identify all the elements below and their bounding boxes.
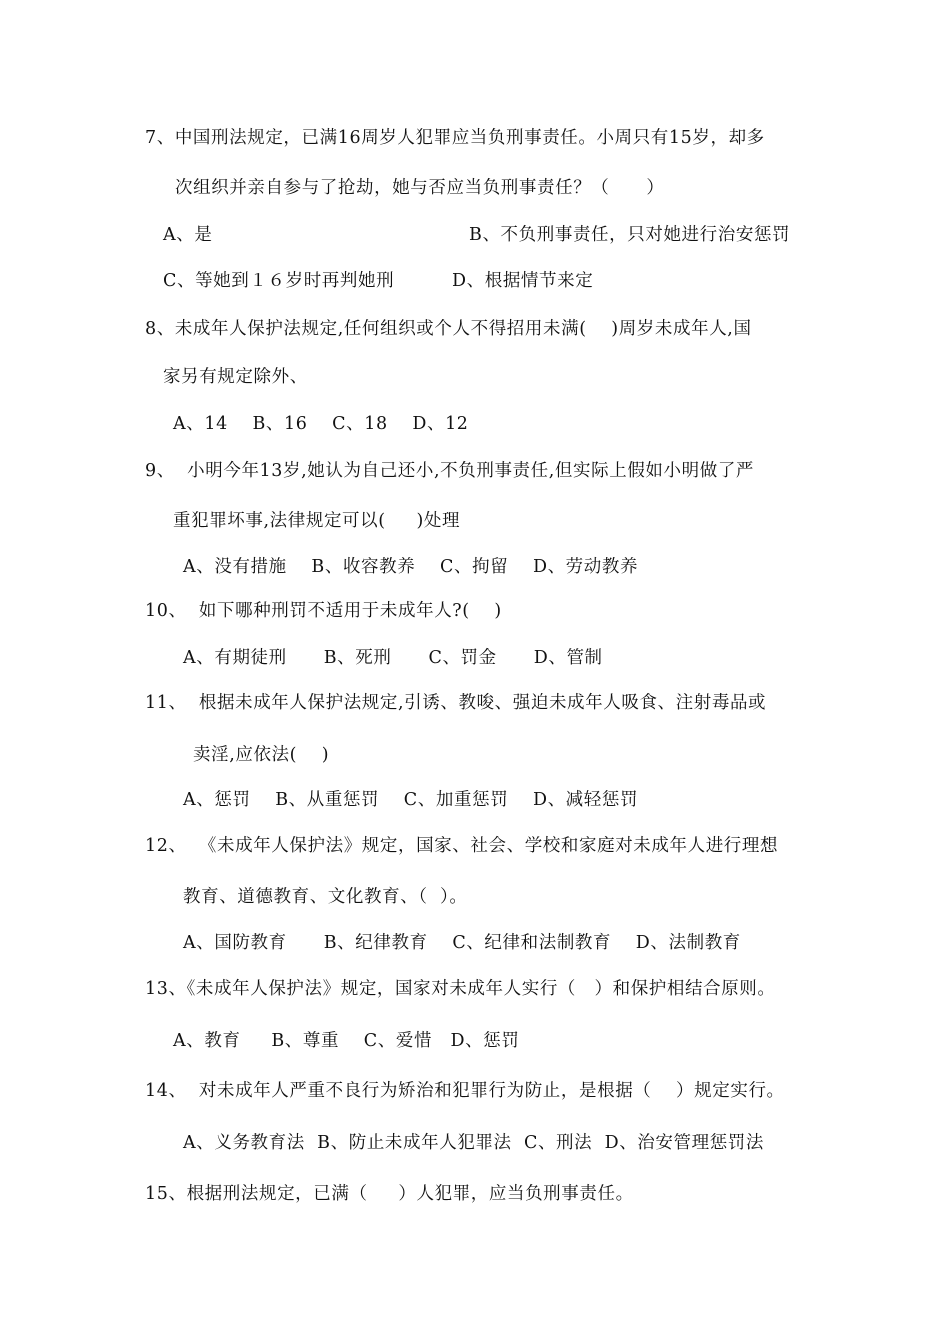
question-11-line-1: 11、 根据未成年人保护法规定,引诱、教唆、强迫未成年人吸食、注射毒品或 — [145, 693, 767, 713]
question-8-line-2: 家另有规定除外、 — [163, 367, 308, 387]
question-7-line-1: 7、中国刑法规定，已满16周岁人犯罪应当负刑事责任。小周只有15岁，却多 — [145, 128, 765, 148]
question-12-options: A、国防教育 B、纪律教育 C、纪律和法制教育 D、法制教育 — [183, 933, 741, 953]
question-9-options: A、没有措施 B、收容教养 C、拘留 D、劳动教养 — [183, 557, 639, 577]
question-7-option-b: B、不负刑事责任，只对她进行治安惩罚 — [469, 225, 791, 245]
question-12-line-1: 12、 《未成年人保护法》规定，国家、社会、学校和家庭对未成年人进行理想 — [145, 836, 779, 856]
question-10-line-1: 10、 如下哪种刑罚不适用于未成年人?( ) — [145, 601, 502, 621]
question-7-line-2: 次组织并亲自参与了抢劫，她与否应当负刑事责任？（ ） — [175, 178, 665, 198]
question-7-option-a: A、是 — [163, 225, 213, 245]
question-13-line-1: 13、《未成年人保护法》规定，国家对未成年人实行（ ）和保护相结合原则。 — [145, 979, 776, 999]
question-13-options: A、教育 B、尊重 C、爱惜 D、惩罚 — [173, 1031, 520, 1051]
question-9-line-2: 重犯罪坏事,法律规定可以( )处理 — [173, 511, 461, 531]
question-15-line-1: 15、根据刑法规定，已满（ ）人犯罪，应当负刑事责任。 — [145, 1184, 634, 1204]
question-14-line-1: 14、 对未成年人严重不良行为矫治和犯罪行为防止，是根据（ ）规定实行。 — [145, 1081, 785, 1101]
question-8-options: A、14 B、16 C、18 D、12 — [173, 414, 469, 434]
question-11-options: A、惩罚 B、从重惩罚 C、加重惩罚 D、减轻惩罚 — [183, 790, 639, 810]
question-12-line-2: 教育、道德教育、文化教育、（ ）。 — [183, 887, 468, 907]
question-8-line-1: 8、未成年人保护法规定,任何组织或个人不得招用未满( )周岁未成年人,国 — [145, 319, 752, 339]
question-7-option-c: C、等她到１６岁时再判她刑 — [163, 271, 395, 291]
question-11-line-2: 卖淫,应依法( ) — [193, 745, 330, 765]
question-10-options: A、有期徒刑 B、死刑 C、罚金 D、管制 — [183, 648, 603, 668]
question-9-line-1: 9、 小明今年13岁,她认为自己还小,不负刑事责任,但实际上假如小明做了严 — [145, 461, 755, 481]
question-7-option-d: D、根据情节来定 — [452, 271, 594, 291]
question-14-options: A、义务教育法 B、防止未成年人犯罪法 C、刑法 D、治安管理惩罚法 — [183, 1133, 764, 1153]
